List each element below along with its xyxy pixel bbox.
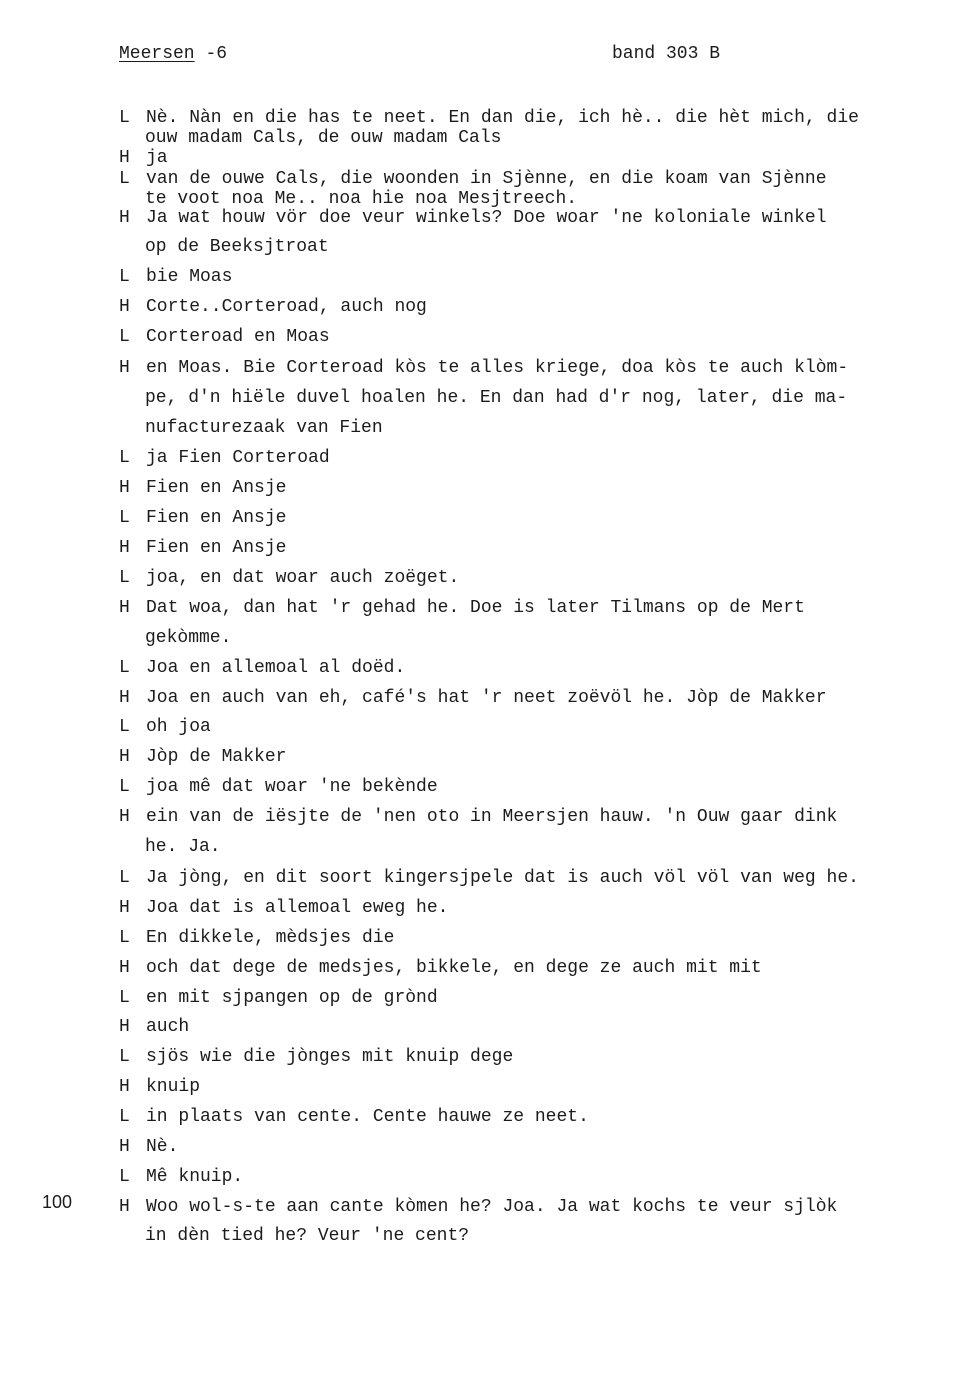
line-text: op de Beeksjtroat xyxy=(145,237,329,257)
speaker-label: L xyxy=(119,1047,130,1067)
line-text: Jòp de Makker xyxy=(146,747,287,767)
line-text: van de ouwe Cals, die woonden in Sjènne, en die koam van Sjènne xyxy=(146,169,827,189)
transcript-line xyxy=(119,147,168,169)
line-text: Fien en Ansje xyxy=(146,508,287,528)
speaker-label: L xyxy=(119,658,130,678)
transcript-line xyxy=(119,1136,178,1158)
page-header xyxy=(119,44,919,70)
transcript-line xyxy=(119,326,330,348)
line-text: Joa dat is allemoal eweg he. xyxy=(146,898,449,918)
line-text: gekòmme. xyxy=(145,628,232,648)
speaker-label: L xyxy=(119,267,130,287)
line-text: Corte..Corteroad, auch nog xyxy=(146,297,427,317)
line-text: sjös wie die jònges mit knuip dege xyxy=(146,1047,514,1067)
transcript-line xyxy=(119,687,827,709)
transcript-line xyxy=(119,776,438,798)
transcript-line xyxy=(119,1106,589,1128)
speaker-label: H xyxy=(119,148,130,168)
transcript-line xyxy=(119,597,805,619)
speaker-label: L xyxy=(119,1167,130,1187)
transcript-line xyxy=(119,867,859,889)
line-text: bie Moas xyxy=(146,267,233,287)
transcript-line xyxy=(145,127,501,149)
transcript-line xyxy=(119,107,859,129)
line-text: Nè. xyxy=(146,1137,179,1157)
transcript-line xyxy=(119,1016,189,1038)
speaker-label: H xyxy=(119,358,130,378)
speaker-label: L xyxy=(119,928,130,948)
line-text: Mê knuip. xyxy=(146,1167,244,1187)
transcript-line xyxy=(119,207,827,229)
speaker-label: H xyxy=(119,1197,130,1217)
line-text: in dèn tied he? Veur 'ne cent? xyxy=(145,1226,470,1246)
line-text: Fien en Ansje xyxy=(146,538,287,558)
line-text: in plaats van cente. Cente hauwe ze neet. xyxy=(146,1107,589,1127)
header-place-name: Meersen xyxy=(119,44,195,64)
speaker-label: L xyxy=(119,508,130,528)
header-band: band 303 B xyxy=(612,44,721,64)
line-text: knuip xyxy=(146,1077,201,1097)
line-text: te voot noa Me.. noa hie noa Mesjtreech. xyxy=(145,189,578,209)
speaker-label: L xyxy=(119,108,130,128)
line-text: en Moas. Bie Corteroad kòs te alles kriege, doa kòs te auch klòm- xyxy=(146,358,849,378)
transcript-line xyxy=(119,357,848,379)
transcript-line xyxy=(119,1196,837,1218)
speaker-label: L xyxy=(119,169,130,189)
speaker-label: H xyxy=(119,1017,130,1037)
header-page-number: -6 xyxy=(205,44,228,64)
speaker-label: H xyxy=(119,747,130,767)
speaker-label: L xyxy=(119,988,130,1008)
transcript-line xyxy=(119,537,286,559)
line-text: och dat dege de medsjes, bikkele, en dege ze auch mit mit xyxy=(146,958,762,978)
line-text: Dat woa, dan hat 'r gehad he. Doe is later Tilmans op de Mert xyxy=(146,598,805,618)
line-text: ein van de iësjte de 'nen oto in Meersjen hauw. 'n Ouw gaar dink xyxy=(146,807,838,827)
line-text: en mit sjpangen op de grònd xyxy=(146,988,438,1008)
transcript-line xyxy=(119,927,394,949)
speaker-label: H xyxy=(119,208,130,228)
line-text: pe, d'n hiële duvel hoalen he. En dan had d'r nog, later, die ma- xyxy=(145,388,848,408)
transcript-line xyxy=(119,567,459,589)
speaker-label: H xyxy=(119,538,130,558)
transcript-line xyxy=(119,987,438,1009)
line-text: Ja wat houw vör doe veur winkels? Doe woar 'ne koloniale winkel xyxy=(146,208,827,228)
speaker-label: L xyxy=(119,777,130,797)
speaker-label: H xyxy=(119,297,130,317)
transcript-line xyxy=(145,836,221,858)
speaker-label: H xyxy=(119,1137,130,1157)
transcript-line xyxy=(119,168,827,190)
speaker-label: L xyxy=(119,1107,130,1127)
transcript-line xyxy=(119,266,232,288)
transcript-line xyxy=(145,387,847,409)
line-text: Joa en allemoal al doëd. xyxy=(146,658,406,678)
transcript-line xyxy=(119,716,211,738)
speaker-label: H xyxy=(119,1077,130,1097)
speaker-label: L xyxy=(119,448,130,468)
line-text: Corteroad en Moas xyxy=(146,327,330,347)
line-text: joa, en dat woar auch zoëget. xyxy=(146,568,460,588)
line-text: ouw madam Cals, de ouw madam Cals xyxy=(145,128,502,148)
transcript-line xyxy=(119,477,286,499)
line-text: Ja jòng, en dit soort kingersjpele dat is auch völ völ van weg he. xyxy=(146,868,859,888)
header-place xyxy=(119,44,227,64)
speaker-label: L xyxy=(119,717,130,737)
line-text: En dikkele, mèdsjes die xyxy=(146,928,395,948)
transcript-line xyxy=(119,806,837,828)
transcript-line xyxy=(119,507,286,529)
transcript-line xyxy=(119,1046,513,1068)
transcript-line xyxy=(119,296,427,318)
line-text: ja xyxy=(146,148,168,168)
line-text: Nè. Nàn en die has te neet. En dan die, ich hè.. die hèt mich, die xyxy=(146,108,859,128)
line-text: Woo wol-s-te aan cante kòmen he? Joa. Ja wat kochs te veur sjlòk xyxy=(146,1197,838,1217)
line-text: Fien en Ansje xyxy=(146,478,287,498)
transcript-line xyxy=(119,1166,243,1188)
line-text: he. Ja. xyxy=(145,837,221,857)
line-text: Joa en auch van eh, café's hat 'r neet zoëvöl he. Jòp de Makker xyxy=(146,688,827,708)
margin-line-number: 100 xyxy=(42,1192,73,1212)
line-text: joa mê dat woar 'ne bekènde xyxy=(146,777,438,797)
speaker-label: H xyxy=(119,958,130,978)
transcript-line xyxy=(145,417,383,439)
line-text: oh joa xyxy=(146,717,211,737)
transcript-line xyxy=(119,657,405,679)
transcript-line xyxy=(119,897,448,919)
speaker-label: L xyxy=(119,327,130,347)
speaker-label: H xyxy=(119,807,130,827)
transcript-line xyxy=(119,447,330,469)
transcript-line xyxy=(145,1225,469,1247)
speaker-label: H xyxy=(119,688,130,708)
line-text: nufacturezaak van Fien xyxy=(145,418,383,438)
transcript-line xyxy=(119,957,762,979)
speaker-label: L xyxy=(119,868,130,888)
speaker-label: H xyxy=(119,898,130,918)
speaker-label: L xyxy=(119,568,130,588)
speaker-label: H xyxy=(119,598,130,618)
transcript-line xyxy=(119,1076,200,1098)
line-text: ja Fien Corteroad xyxy=(146,448,330,468)
transcript-line xyxy=(119,746,286,768)
speaker-label: H xyxy=(119,478,130,498)
line-text: auch xyxy=(146,1017,190,1037)
transcript-line xyxy=(145,627,231,649)
transcript-line xyxy=(145,236,329,258)
